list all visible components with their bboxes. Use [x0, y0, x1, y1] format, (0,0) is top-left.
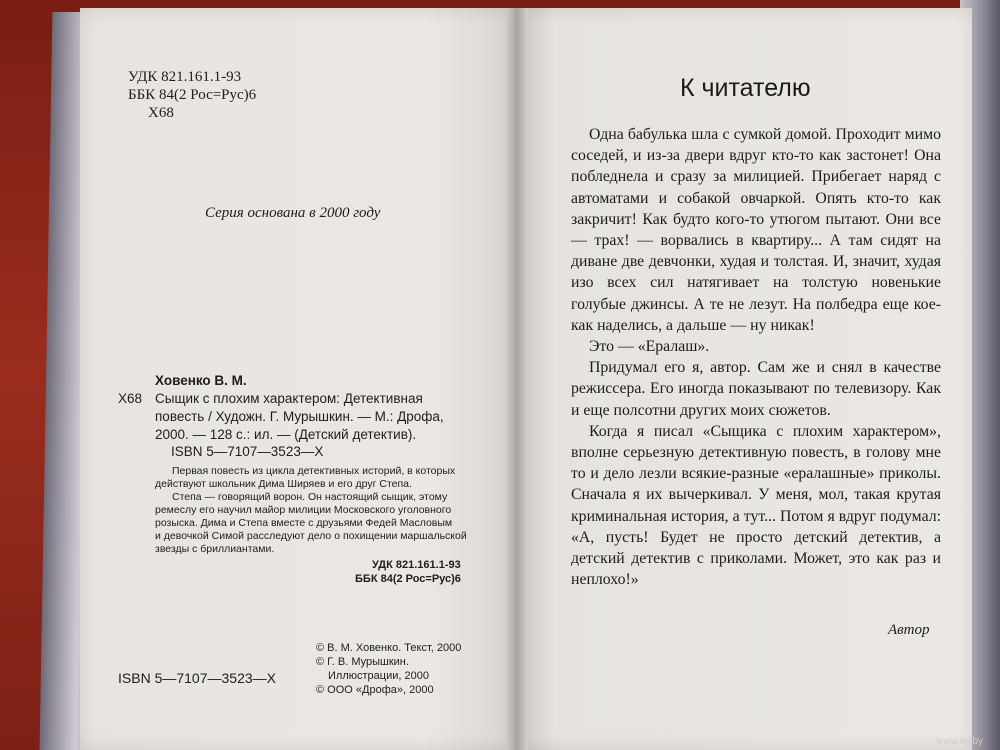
paragraph: Придумал его я, автор. Сам же и снял в качестве режиссера. Его иногда показывают по телевизору. Как и еще полсотни других моих сюжетов. [571, 359, 941, 419]
paragraph: Одна бабулька шла с сумкой домой. Проходит мимо соседей, и из-за двери вдруг кто-то как застонет! Она побледнела и сразу за милицией. Прибегает наряд с автоматами и собакой овчаркой. Опять кто-то как закричит! Как будто кого-то утюгом пытают. Они все — трах! — ворвались в квартиру... А там сидят на диване две девчонки, худая и толстая. И, значит, худая изо всех сил натягивает на толстую новенькие голубые джинсы. А те не лезут. На полбедра еще кое-как наделись, а дальше — ну никак! [571, 126, 941, 334]
annotation-line: Первая повесть из цикла детективных историй, в которых [172, 465, 456, 477]
citation-line: повесть / Художн. Г. Мурышкин. — М.: Дрофа, [155, 409, 444, 424]
left-page [80, 8, 512, 750]
annotation-line: звезды с бриллиантами. [155, 543, 275, 555]
citation-line: 2000. — 128 с.: ил. — (Детский детектив). [155, 427, 417, 442]
isbn-line: ISBN 5—7107—3523—X [171, 444, 324, 459]
author-sign: Х68 [148, 105, 174, 121]
isbn-bottom: ISBN 5—7107—3523—X [118, 670, 276, 686]
series-note: Серия основана в 2000 году [205, 205, 381, 221]
bbk-repeat: ББК 84(2 Рос=Рус)6 [355, 573, 461, 585]
book-spine [506, 8, 528, 750]
author-code: Х68 [118, 391, 143, 406]
udk-repeat: УДК 821.161.1-93 [372, 559, 461, 571]
page-heading: К читателю [680, 74, 811, 102]
copyright-line: © Г. В. Мурышкин. [316, 656, 409, 668]
copyright-line: Иллюстрации, 2000 [328, 670, 429, 682]
annotation-line: ремеслу его научил майор милиции Московского уголовного [155, 504, 452, 516]
copyright-line: © В. М. Ховенко. Текст, 2000 [316, 642, 462, 654]
udk-code: УДК 821.161.1-93 [128, 69, 242, 85]
signature: Автор [888, 622, 930, 638]
copyright-line: © ООО «Дрофа», 2000 [316, 684, 434, 696]
paragraph: Когда я писал «Сыщика с плохим характером», вполне серьезную детективную повесть, в голову мне то и дело лезли всякие-разные «ералашные» приколы. Сначала я их вычеркивал. У меня, мол, такая крутая криминальная история, а тут... Потом я вдруг подумал: «А, пусть! Будет не просто детский детектив, а детский детектив с приколами. Может, это как раз и неплохо!» [571, 422, 941, 589]
author-heading: Ховенко В. М. [155, 373, 247, 388]
citation-line: Сыщик с плохим характером: Детективная [155, 391, 423, 406]
watermark: www.ay.by [936, 736, 984, 747]
annotation-line: действуют школьник Дима Ширяев и его друг Степа. [155, 478, 412, 490]
annotation-line: Степа — говорящий ворон. Он настоящий сыщик, этому [172, 491, 448, 503]
annotation-line: и девочкой Симой расследуют дело о похищении маршальской [155, 530, 467, 542]
annotation-line: розыска. Дима и Степа вместе с друзьями Федей Масловым [155, 517, 453, 529]
paragraph: Это — «Ералаш». [589, 338, 710, 356]
preface-text [571, 124, 941, 590]
bbk-code: ББК 84(2 Рос=Рус)6 [128, 87, 257, 103]
